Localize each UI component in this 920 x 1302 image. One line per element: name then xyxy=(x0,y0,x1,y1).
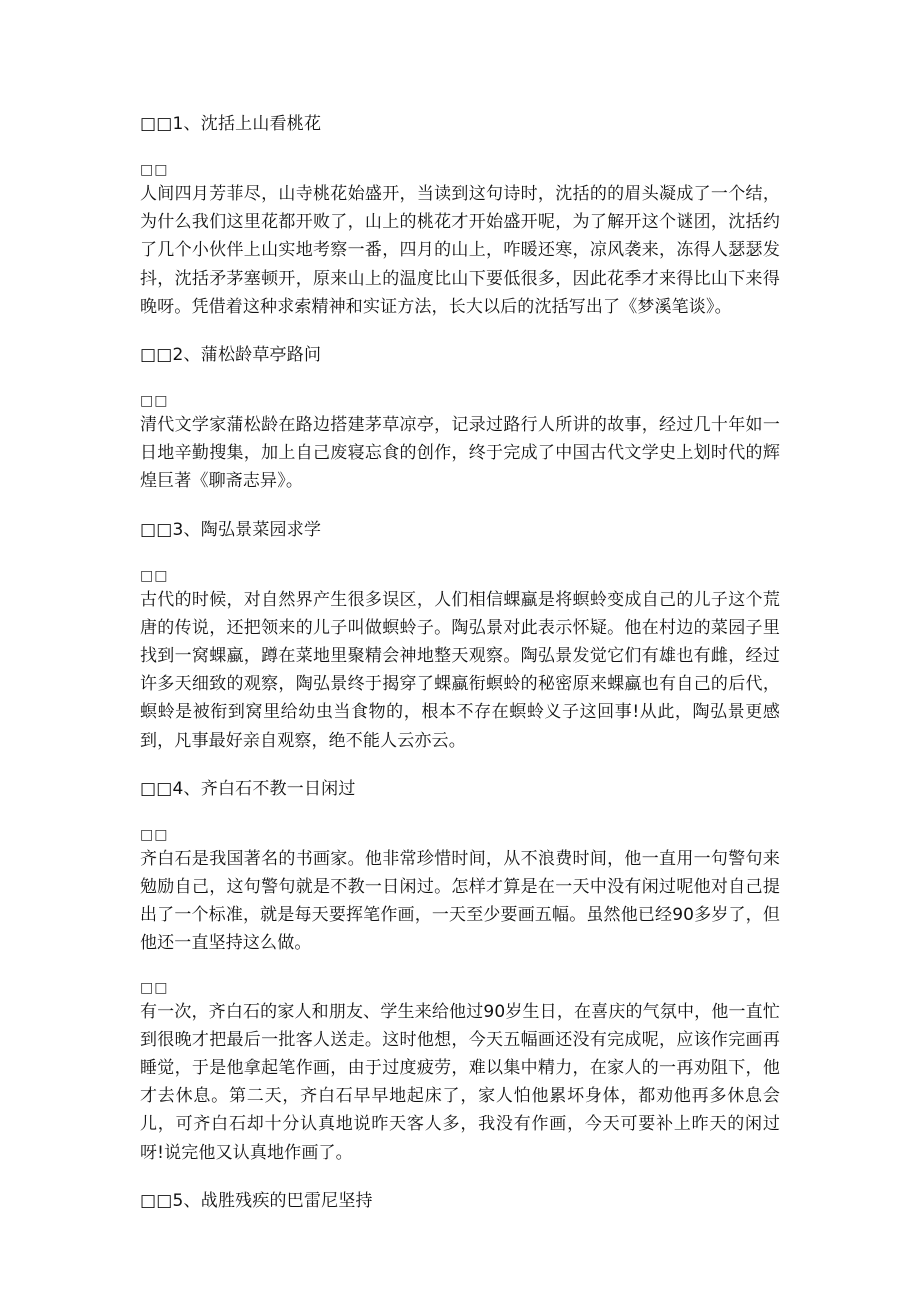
paragraph-marker: □□ xyxy=(140,826,169,843)
paragraph-marker: □□ xyxy=(140,162,169,178)
document-page xyxy=(140,110,780,1215)
section-heading-1: □□1、沈括上山看桃花 xyxy=(140,114,322,134)
section-heading-5: □□5、战胜残疾的巴雷尼坚持 xyxy=(140,1190,373,1211)
section-paragraph-1: 人间四月芳菲尽，山寺桃花始盛开，当读到这句诗时，沈括的的眉头凝成了一个结，为什么我们这里花都开败了，山上的桃花才开始盛开呢，为了解开这个谜团，沈括约了几个小伙伴上山实地考察一番，四月的山上，咋暖还寒，凉风袭来，冻得人瑟瑟发抖，沈括矛茅塞顿开，原来山上的温度比山下要低很多，因此花季才来得比山下来得晚呀。凭借着这种求索精神和实证方法，长大以后的沈括写出了《梦溪笔谈》。 xyxy=(140,184,780,317)
section-heading-4: □□4、齐白石不教一日闲过 xyxy=(140,778,356,799)
section-heading-3: □□3、陶弘景菜园求学 xyxy=(140,519,322,540)
section-paragraph-4a: 齐白石是我国著名的书画家。他非常珍惜时间，从不浪费时间，他一直用一句警句来勉励自己，这句警句就是不教一日闲过。怎样才算是在一天中没有闲过呢他对自己提出了一个标准，就是每天要挥笔作画，一天至少要画五幅。虽然他已经90多岁了，但他还一直坚持这么做。 xyxy=(140,848,780,954)
section-paragraph-4b: 有一次，齐白石的家人和朋友、学生来给他过90岁生日，在喜庆的气氛中，他一直忙到很晚才把最后一批客人送走。这时他想，今天五幅画还没有完成呢，应该作完画再睡觉，于是他拿起笔作画，由于过度疲劳，难以集中精力，在家人的一再劝阻下，他才去休息。第二天，齐白石早早地起床了，家人怕他累坏身体，都劝他再多休息会儿，可齐白石却十分认真地说昨天客人多，我没有作画，今天可要补上昨天的闲过呀!说完他又认真地作画了。 xyxy=(140,1001,780,1163)
paragraph-marker: □□ xyxy=(140,567,169,584)
paragraph-marker: □□ xyxy=(140,979,169,996)
section-paragraph-3: 古代的时候，对自然界产生很多误区，人们相信蜾蠃是将螟蛉变成自己的儿子这个荒唐的传说，还把领来的儿子叫做螟蛉子。陶弘景对此表示怀疑。他在村边的菜园子里找到一窝蜾蠃，蹲在菜地里聚精会神地整天观察。陶弘景发觉它们有雄也有雌，经过许多天细致的观察，陶弘景终于揭穿了蜾蠃衔螟蛉的秘密原来蜾蠃也有自己的后代，螟蛉是被衔到窝里给幼虫当食物的，根本不存在螟蛉义子这回事!从此，陶弘景更感到，凡事最好亲自观察，绝不能人云亦云。 xyxy=(140,589,780,751)
section-heading-2: □□2、蒲松龄草亭路问 xyxy=(140,345,322,366)
section-paragraph-2: 清代文学家蒲松龄在路边搭建茅草凉亭，记录过路行人所讲的故事，经过几十年如一日地辛勤搜集，加上自己废寝忘食的创作，终于完成了中国古代文学史上划时代的辉煌巨著《聊斋志异》。 xyxy=(140,415,780,492)
paragraph-marker: □□ xyxy=(140,393,169,410)
